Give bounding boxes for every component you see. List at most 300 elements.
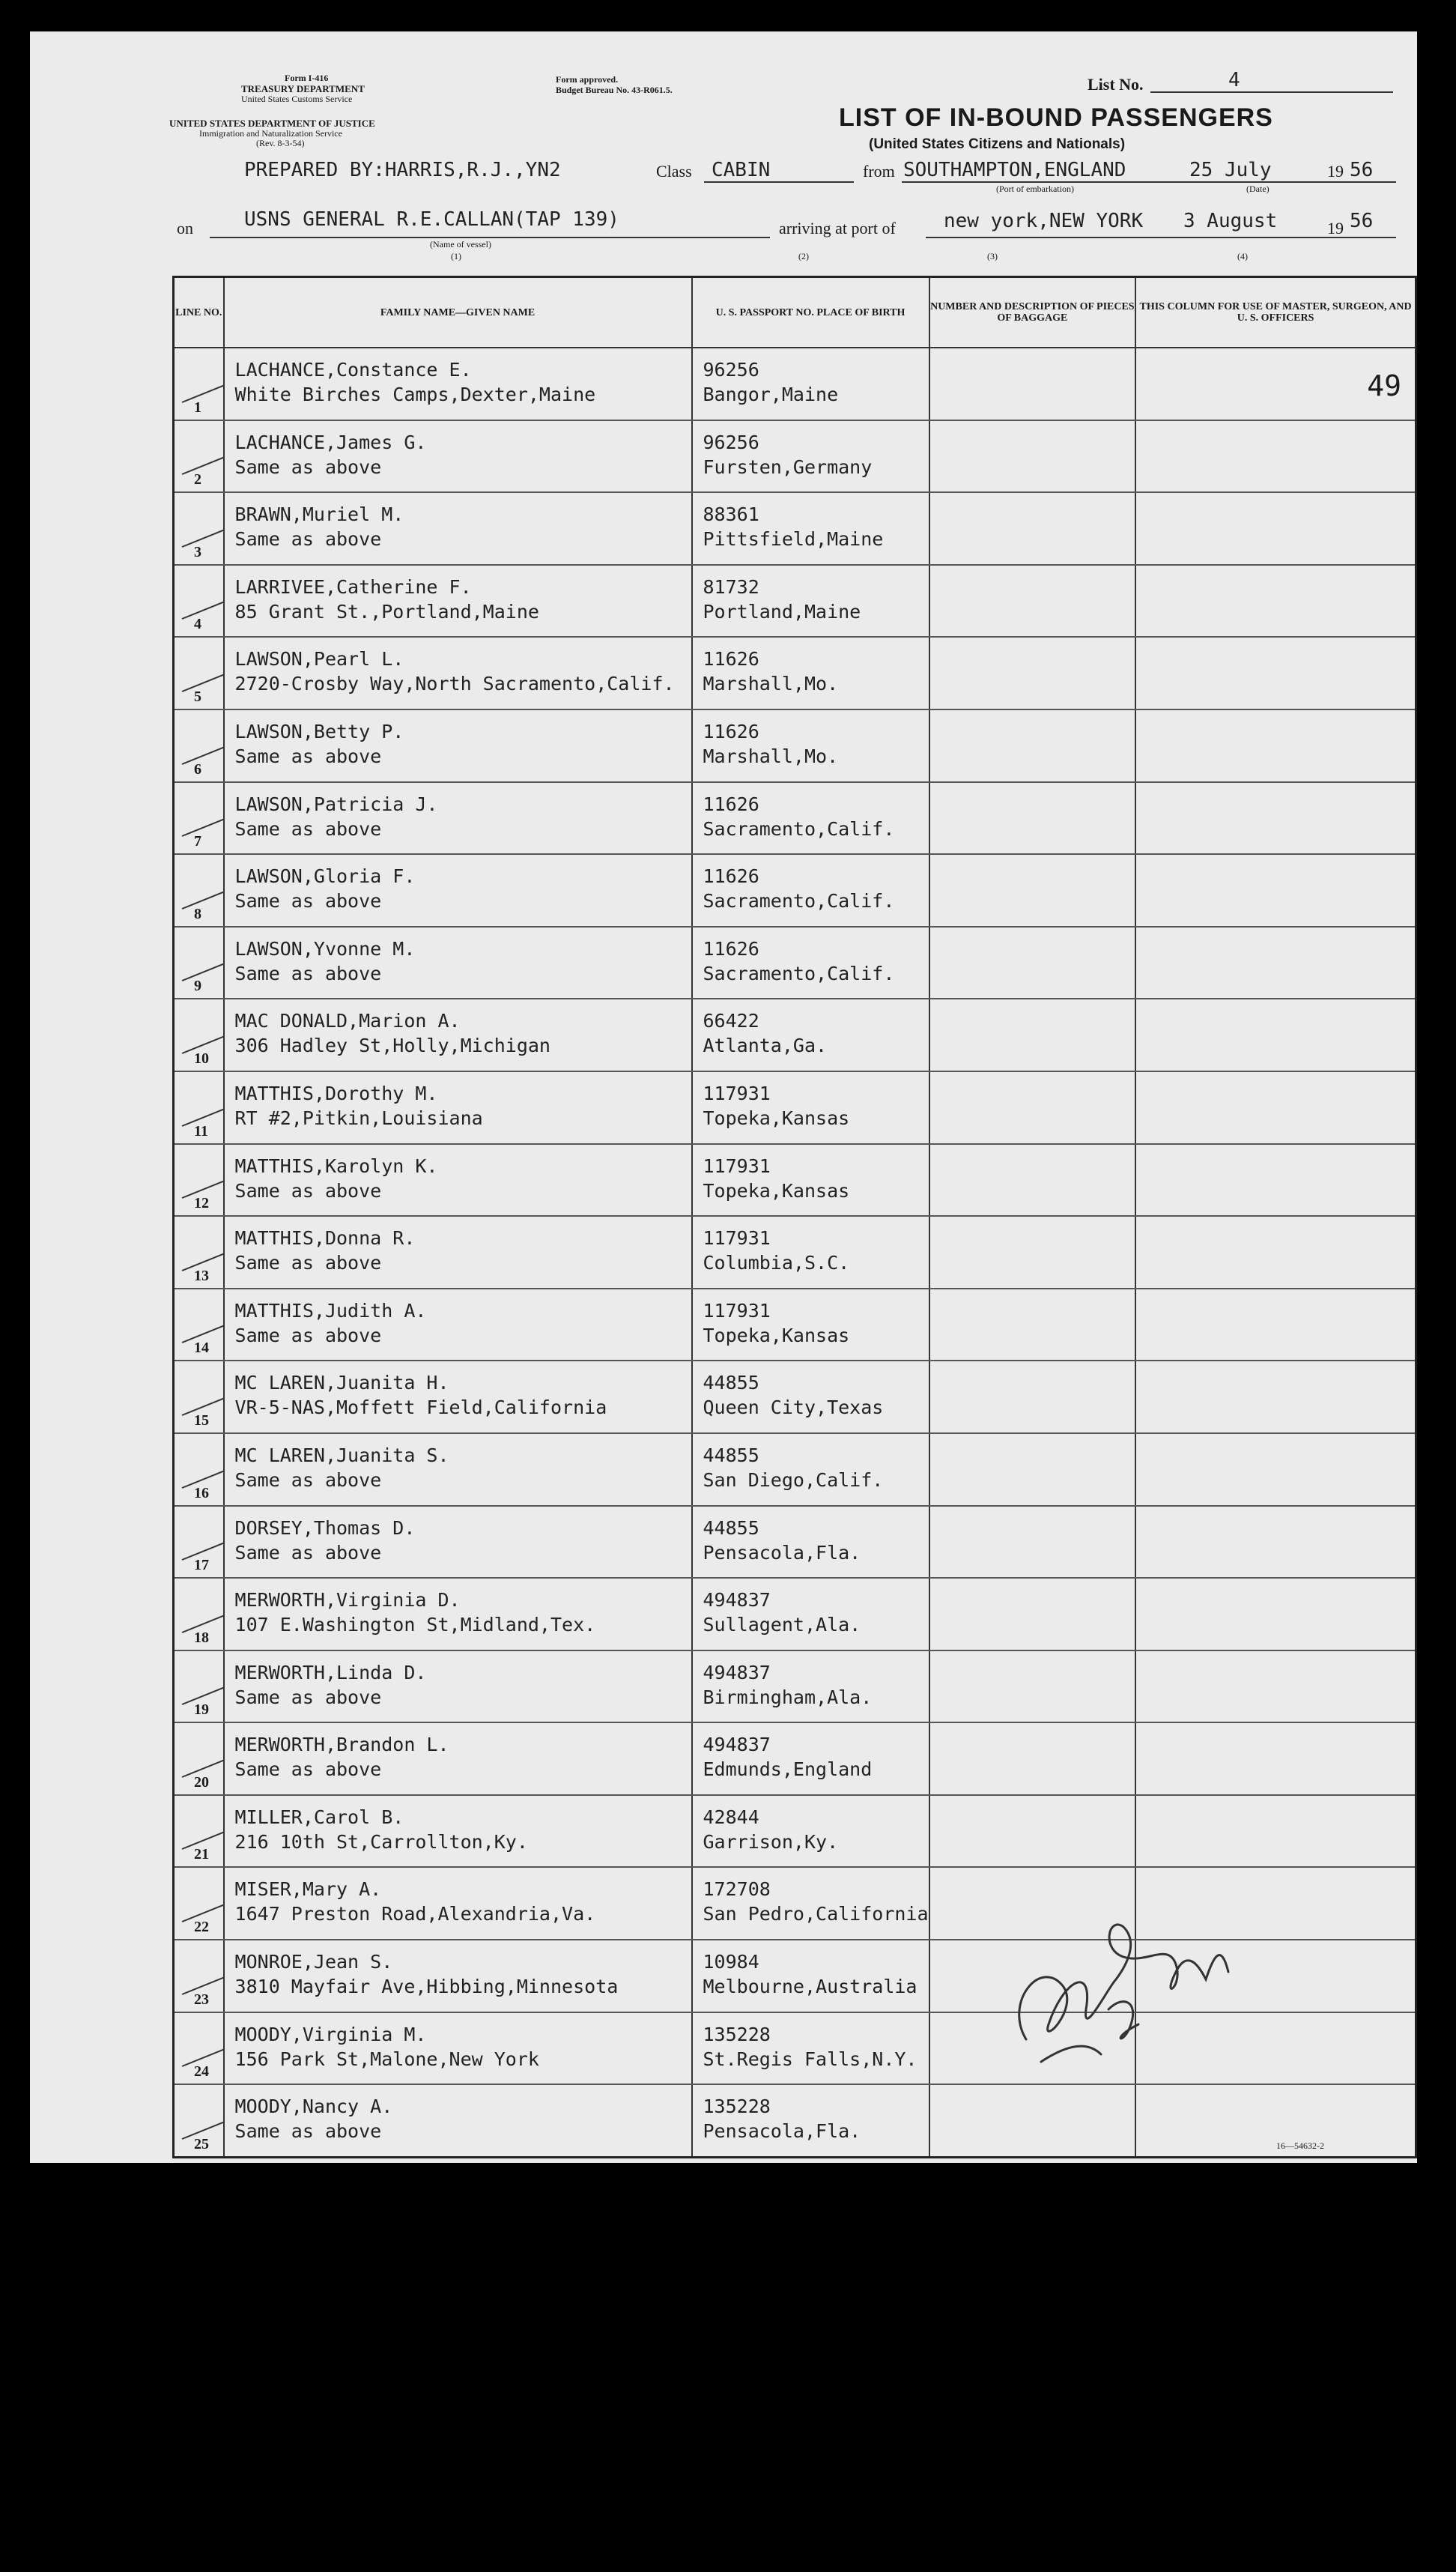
passenger-address: 2720-Crosby Way,North Sacramento,Calif. [234,673,675,695]
table-row [174,1216,1416,1289]
line-number: 1 [194,399,201,416]
name-cell [224,2084,692,2157]
vessel-name: USNS GENERAL R.E.CALLAN(TAP 139) [244,208,619,231]
line-number: 9 [194,978,201,995]
arrival-year-prefix: 19 [1327,219,1344,237]
check-mark [182,384,224,402]
line-number: 25 [194,2135,209,2152]
passport-number: 66422 [703,1010,759,1032]
baggage-cell [929,420,1136,493]
name-cell [224,1795,692,1868]
document-title: LIST OF IN-BOUND PASSENGERS [839,103,1273,132]
page-count: 49 [1367,369,1401,402]
passport-number: 44855 [703,1516,759,1539]
baggage-cell [929,1289,1136,1361]
line-number-cell [174,999,224,1071]
passenger-address: 1647 Preston Road,Alexandria,Va. [234,1903,596,1925]
passport-cell [692,1795,929,1868]
name-cell [224,1650,692,1723]
table-row [174,1361,1416,1433]
line-number-cell [174,637,224,709]
passenger-address: Same as above [234,1179,382,1202]
check-mark [182,529,224,547]
passenger-address: Same as above [234,1686,382,1708]
line-number: 2 [194,471,201,488]
document-subtitle: (United States Citizens and Nationals) [869,136,1126,152]
name-cell [224,782,692,855]
name-cell [224,999,692,1071]
place-of-birth: Pittsfield,Maine [703,528,884,551]
check-mark [182,891,224,909]
name-cell [224,1722,692,1795]
line-number-cell [174,1361,224,1433]
port-emb-caption: (Port of embarkation) [996,184,1074,194]
baggage-cell [929,2084,1136,2157]
name-cell [224,1940,692,2012]
officer-use-cell [1135,492,1416,565]
table-row [174,348,1416,420]
line-number: 3 [194,543,201,560]
place-of-birth: Sacramento,Calif. [703,817,895,840]
passenger-address: 306 Hadley St,Holly,Michigan [234,1035,550,1057]
passenger-name: MISER,Mary A. [234,1878,382,1901]
line-number-cell [174,1940,224,2012]
passenger-name: LAWSON,Betty P. [234,720,404,742]
baggage-cell [929,565,1136,638]
line-number: 13 [194,1267,209,1284]
header-baggage: NUMBER AND DESCRIPTION OF PIECES OF BAGGAGE [929,277,1136,348]
line-number: 19 [194,1701,209,1719]
passport-cell [692,1071,929,1144]
passenger-name: LAWSON,Pearl L. [234,648,404,671]
line-number: 23 [194,1991,209,2008]
from-label: from [863,162,895,181]
line-number: 12 [194,1195,209,1212]
table-row [174,565,1416,638]
name-cell [224,1289,692,1361]
passport-number: 11626 [703,865,759,888]
line-number: 5 [194,688,201,705]
passenger-name: MATTHIS,Donna R. [234,1227,416,1250]
passenger-address: White Birches Camps,Dexter,Maine [234,384,596,405]
name-cell [224,1216,692,1289]
place-of-birth: Queen City,Texas [703,1397,884,1419]
place-of-birth: St.Regis Falls,N.Y. [703,2048,917,2070]
date-caption: (Date) [1246,184,1270,194]
header-line-no: LINE NO. [174,277,224,348]
from-line [902,181,1396,183]
passenger-name: MOODY,Nancy A. [234,2096,393,2118]
table-row [174,999,1416,1071]
passport-number: 96256 [703,359,759,381]
passenger-address: 107 E.Washington St,Midland,Tex. [234,1614,596,1636]
passenger-name: MOODY,Virginia M. [234,2023,427,2045]
passport-number: 88361 [703,503,759,526]
place-of-birth: Topeka,Kansas [703,1324,850,1346]
passport-cell [692,782,929,855]
officer-use-cell [1135,1289,1416,1361]
line-number: 22 [194,1919,209,1936]
baggage-cell [929,1722,1136,1795]
officer-use-cell [1135,999,1416,1071]
line-number: 10 [194,1050,209,1067]
manifest-page [30,31,1417,2163]
place-of-birth: Birmingham,Ala. [703,1686,873,1708]
baggage-cell [929,999,1136,1071]
passport-cell [692,1144,929,1217]
officer-use-cell [1135,1578,1416,1650]
passenger-address: Same as above [234,1252,382,1274]
passport-number: 494837 [703,1589,771,1612]
line-number: 21 [194,1846,209,1863]
line-number-cell [174,565,224,638]
place-of-birth: Fursten,Germany [703,456,873,478]
line-number-cell [174,420,224,493]
line-number-cell [174,348,224,420]
passport-number: 135228 [703,2023,771,2045]
place-of-birth: Pensacola,Fla. [703,1541,861,1564]
embarkation-year: 56 [1350,159,1374,181]
line-number: 15 [194,1411,209,1429]
check-mark [182,746,224,764]
passenger-name: MERWORTH,Linda D. [234,1661,427,1683]
passport-number: 44855 [703,1372,759,1394]
name-cell [224,492,692,565]
treasury-dept: TREASURY DEPARTMENT [241,83,365,94]
passport-cell [692,999,929,1071]
officer-use-cell [1135,782,1416,855]
passenger-name: LARRIVEE,Catherine F. [234,575,472,598]
place-of-birth: Atlanta,Ga. [703,1035,828,1057]
passport-cell [692,637,929,709]
passport-cell [692,2084,929,2157]
passenger-address: VR-5-NAS,Moffett Field,California [234,1397,607,1419]
passenger-name: LACHANCE,James G. [234,431,427,453]
col-number-1: (1) [451,251,461,261]
name-cell [224,1578,692,1650]
line-number: 6 [194,760,201,778]
passport-number: 10984 [703,1951,759,1973]
prepared-by: PREPARED BY:HARRIS,R.J.,YN2 [244,159,561,181]
place-of-birth: Melbourne,Australia [703,1976,917,1998]
place-of-birth: Sacramento,Calif. [703,890,895,913]
arrival-date: 3 August [1183,210,1278,232]
check-mark [182,602,224,620]
passport-number: 11626 [703,793,759,815]
passport-cell [692,1867,929,1940]
line-number: 14 [194,1340,209,1357]
passenger-name: MERWORTH,Virginia D. [234,1589,461,1612]
passenger-address: 216 10th St,Carrollton,Ky. [234,1830,528,1853]
passport-number: 11626 [703,937,759,960]
passport-number: 117931 [703,1227,771,1250]
passport-cell [692,854,929,927]
place-of-birth: Sullagent,Ala. [703,1614,861,1636]
name-cell [224,1506,692,1579]
footer-code: 16—54632-2 [1276,2140,1324,2151]
officer-use-cell [1135,348,1416,420]
officer-use-cell [1135,709,1416,782]
officer-use-cell [1135,927,1416,999]
rev-label: (Rev. 8-3-54) [256,138,305,148]
passport-cell [692,565,929,638]
officer-use-cell [1135,1144,1416,1217]
justice-dept: UNITED STATES DEPARTMENT OF JUSTICE [169,118,375,129]
line-number-cell [174,492,224,565]
passenger-name: MERWORTH,Brandon L. [234,1734,449,1756]
header-officer-use: THIS COLUMN FOR USE OF MASTER, SURGEON, AND U. S. OFFICERS [1135,277,1416,348]
line-number-cell [174,2012,224,2085]
line-number: 11 [194,1122,208,1140]
officer-use-cell [1135,1433,1416,1506]
passport-cell [692,2012,929,2085]
passport-cell [692,1433,929,1506]
header-passport: U. S. PASSPORT NO. PLACE OF BIRTH [692,277,929,348]
passport-number: 117931 [703,1299,771,1322]
line-number: 18 [194,1629,209,1646]
passenger-address: Same as above [234,1324,382,1346]
passenger-address: Same as above [234,456,382,478]
line-number-cell [174,1216,224,1289]
passenger-name: MC LAREN,Juanita H. [234,1372,449,1394]
passenger-address: RT #2,Pitkin,Louisiana [234,1107,483,1129]
table-row [174,637,1416,709]
col-number-4: (4) [1237,251,1248,261]
col-number-3: (3) [987,251,998,261]
passenger-name: LAWSON,Gloria F. [234,865,416,888]
place-of-birth: Topeka,Kansas [703,1107,850,1129]
list-no-value: 4 [1228,69,1240,91]
table-row [174,782,1416,855]
passport-cell [692,420,929,493]
baggage-cell [929,637,1136,709]
passenger-name: MATTHIS,Dorothy M. [234,1082,438,1104]
passenger-address: Same as above [234,817,382,840]
passport-number: 494837 [703,1734,771,1756]
table-row [174,1578,1416,1650]
arriving-label: arriving at port of [779,219,896,237]
table-row [174,1650,1416,1723]
passenger-address: Same as above [234,890,382,913]
passport-cell [692,1578,929,1650]
line-number: 7 [194,833,201,850]
place-of-birth: San Pedro,California [703,1903,929,1925]
officer-use-cell [1135,1722,1416,1795]
line-number-cell [174,1650,224,1723]
name-cell [224,854,692,927]
name-cell [224,1433,692,1506]
passenger-name: MAC DONALD,Marion A. [234,1010,461,1032]
table-row [174,1506,1416,1579]
ins-label: Immigration and Naturalization Service [199,128,342,139]
passport-cell [692,492,929,565]
form-approved: Form approved. [556,74,619,85]
place-of-birth: Marshall,Mo. [703,673,839,695]
officer-use-cell [1135,637,1416,709]
list-no-label: List No. [1088,75,1144,94]
passenger-name: MILLER,Carol B. [234,1806,404,1828]
class-label: Class [656,162,692,181]
passport-cell [692,1506,929,1579]
passenger-address: 156 Park St,Malone,New York [234,2048,539,2070]
passport-number: 42844 [703,1806,759,1828]
passenger-name: LAWSON,Patricia J. [234,793,438,815]
header-name: FAMILY NAME—GIVEN NAME [224,277,692,348]
table-row [174,420,1416,493]
passenger-address: 85 Grant St.,Portland,Maine [234,600,539,623]
baggage-cell [929,492,1136,565]
baggage-cell [929,1433,1136,1506]
line-number: 16 [194,1484,209,1501]
on-label: on [177,219,193,237]
table-row [174,1289,1416,1361]
passport-number: 172708 [703,1878,771,1901]
passport-number: 11626 [703,720,759,742]
table-row [174,709,1416,782]
baggage-cell [929,1650,1136,1723]
baggage-cell [929,1578,1136,1650]
passport-number: 494837 [703,1661,771,1683]
table-row [174,1722,1416,1795]
line-number-cell [174,1506,224,1579]
col-number-2: (2) [798,251,809,261]
line-number-cell [174,927,224,999]
passenger-name: LAWSON,Yvonne M. [234,937,416,960]
arrival-line [926,237,1396,238]
passenger-name: MATTHIS,Judith A. [234,1299,427,1322]
arrival-year: 56 [1350,210,1374,232]
passenger-address: 3810 Mayfair Ave,Hibbing,Minnesota [234,1976,619,1998]
baggage-cell [929,1506,1136,1579]
baggage-cell [929,1071,1136,1144]
officer-use-cell [1135,565,1416,638]
passport-cell [692,1289,929,1361]
line-number: 20 [194,1773,209,1791]
table-row [174,2084,1416,2157]
officer-use-cell [1135,420,1416,493]
place-of-birth: Bangor,Maine [703,384,839,405]
name-cell [224,565,692,638]
passport-cell [692,1940,929,2012]
passport-number: 11626 [703,648,759,671]
place-of-birth: Sacramento,Calif. [703,962,895,984]
place-of-birth: Portland,Maine [703,600,861,623]
name-cell [224,1071,692,1144]
check-mark [182,819,224,837]
passenger-address: Same as above [234,962,382,984]
customs-service: United States Customs Service [241,94,353,104]
vessel-line [210,237,770,238]
officer-use-cell [1135,1071,1416,1144]
line-number-cell [174,1578,224,1650]
place-of-birth: Garrison,Ky. [703,1830,839,1853]
table-row [174,492,1416,565]
class-value: CABIN [712,159,771,181]
year-prefix: 19 [1327,162,1344,181]
list-no-line [1150,91,1393,93]
check-mark [182,457,224,475]
table-row [174,854,1416,927]
line-number-cell [174,1433,224,1506]
line-number-cell [174,1795,224,1868]
name-cell [224,1361,692,1433]
passenger-name: DORSEY,Thomas D. [234,1516,416,1539]
budget-bureau: Budget Bureau No. 43-R061.5. [556,85,673,95]
line-number-cell [174,1867,224,1940]
passenger-address: Same as above [234,1541,382,1564]
officer-use-cell [1135,1506,1416,1579]
passenger-name: BRAWN,Muriel M. [234,503,404,526]
name-cell [224,637,692,709]
officer-use-cell [1135,1361,1416,1433]
check-mark [182,674,224,692]
name-cell [224,1867,692,1940]
passport-number: 44855 [703,1444,759,1466]
name-cell [224,2012,692,2085]
name-cell [224,709,692,782]
place-of-birth: San Diego,Calif. [703,1468,884,1491]
officer-use-cell [1135,1650,1416,1723]
line-number-cell [174,782,224,855]
baggage-cell [929,927,1136,999]
line-number: 8 [194,905,201,922]
line-number-cell [174,1722,224,1795]
passenger-address: Same as above [234,1468,382,1491]
table-row [174,927,1416,999]
check-mark [182,963,224,981]
place-of-birth: Marshall,Mo. [703,745,839,767]
handwritten-signature [996,1852,1266,2084]
passenger-address: Same as above [234,2120,382,2143]
passport-cell [692,348,929,420]
line-number: 4 [194,616,201,633]
embarkation-date: 25 July [1189,159,1272,181]
line-number: 24 [194,2063,209,2081]
line-number-cell [174,2084,224,2157]
form-number: Form I-416 [285,73,329,83]
vessel-caption: (Name of vessel) [430,239,491,249]
name-cell [224,927,692,999]
passenger-address: Same as above [234,1758,382,1781]
arrival-port: new york,NEW YORK [944,210,1144,232]
passport-cell [692,1361,929,1433]
line-number-cell [174,709,224,782]
passport-number: 81732 [703,575,759,598]
place-of-birth: Edmunds,England [703,1758,873,1781]
line-number: 17 [194,1557,209,1574]
baggage-cell [929,782,1136,855]
passport-cell [692,927,929,999]
passport-cell [692,709,929,782]
embarkation-port: SOUTHAMPTON,ENGLAND [903,159,1126,181]
name-cell [224,1144,692,1217]
officer-use-cell [1135,1216,1416,1289]
passport-cell [692,1216,929,1289]
passport-cell [692,1650,929,1723]
baggage-cell [929,709,1136,782]
line-number-cell [174,1144,224,1217]
table-row [174,1433,1416,1506]
baggage-cell [929,1216,1136,1289]
place-of-birth: Topeka,Kansas [703,1179,850,1202]
place-of-birth: Pensacola,Fla. [703,2120,861,2143]
baggage-cell [929,854,1136,927]
passenger-name: MATTHIS,Karolyn K. [234,1155,438,1177]
table-row [174,1071,1416,1144]
table-row [174,1144,1416,1217]
baggage-cell [929,1144,1136,1217]
officer-use-cell [1135,854,1416,927]
